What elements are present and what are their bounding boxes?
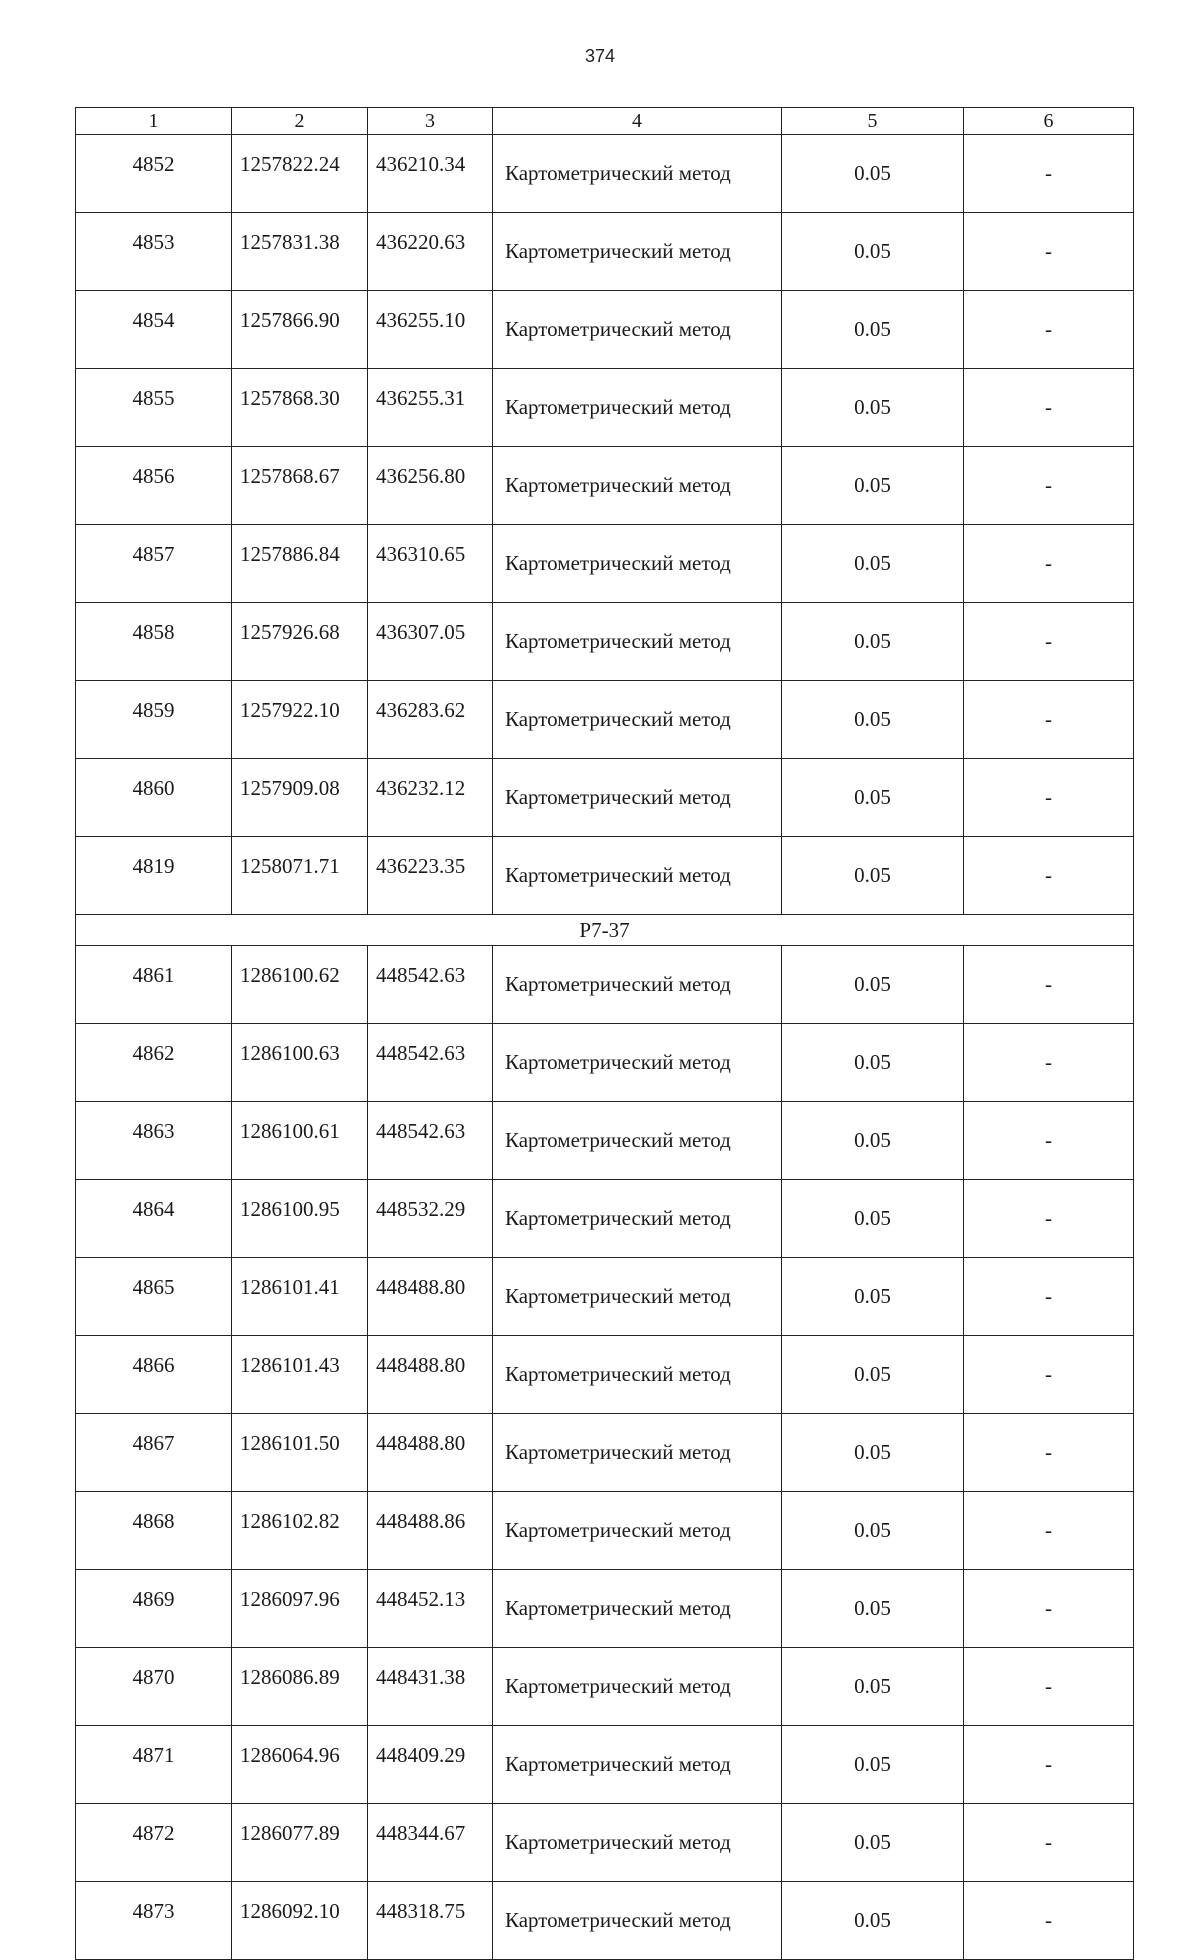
error-cell: 0.05 [782, 759, 964, 837]
point-number-cell: 4873 [76, 1882, 232, 1960]
x-coordinate-cell: 1286100.95 [232, 1180, 368, 1258]
table-row [76, 1414, 1134, 1492]
error-cell: 0.05 [782, 1180, 964, 1258]
point-number-cell: 4871 [76, 1726, 232, 1804]
table-row [76, 1570, 1134, 1648]
y-coordinate-cell: 448542.63 [368, 1024, 493, 1102]
method-cell: Картометрический метод [493, 1726, 782, 1804]
x-coordinate-cell: 1258071.71 [232, 837, 368, 915]
y-coordinate-cell: 448318.75 [368, 1882, 493, 1960]
method-cell: Картометрический метод [493, 369, 782, 447]
error-cell: 0.05 [782, 1024, 964, 1102]
table-row [76, 681, 1134, 759]
method-cell: Картометрический метод [493, 447, 782, 525]
y-coordinate-cell: 436255.31 [368, 369, 493, 447]
table-row [76, 447, 1134, 525]
note-cell: - [964, 135, 1134, 213]
point-number-cell: 4852 [76, 135, 232, 213]
y-coordinate-cell: 448488.80 [368, 1336, 493, 1414]
note-cell: - [964, 1570, 1134, 1648]
x-coordinate-cell: 1257868.67 [232, 447, 368, 525]
table-body [76, 108, 1134, 1960]
table-row [76, 759, 1134, 837]
point-number-cell: 4860 [76, 759, 232, 837]
error-cell: 0.05 [782, 1336, 964, 1414]
y-coordinate-cell: 448431.38 [368, 1648, 493, 1726]
method-cell: Картометрический метод [493, 291, 782, 369]
method-cell: Картометрический метод [493, 1570, 782, 1648]
table-row [76, 1180, 1134, 1258]
y-coordinate-cell: 436256.80 [368, 447, 493, 525]
note-cell: - [964, 1414, 1134, 1492]
error-cell: 0.05 [782, 1648, 964, 1726]
table-row [76, 1804, 1134, 1882]
point-number-cell: 4854 [76, 291, 232, 369]
note-cell: - [964, 1726, 1134, 1804]
method-cell: Картометрический метод [493, 1804, 782, 1882]
point-number-cell: 4853 [76, 213, 232, 291]
point-number-cell: 4859 [76, 681, 232, 759]
error-cell: 0.05 [782, 369, 964, 447]
column-header-row [76, 108, 1134, 135]
error-cell: 0.05 [782, 525, 964, 603]
point-number-cell: 4855 [76, 369, 232, 447]
table-row [76, 837, 1134, 915]
error-cell: 0.05 [782, 946, 964, 1024]
table-row [76, 213, 1134, 291]
note-cell: - [964, 759, 1134, 837]
error-cell: 0.05 [782, 1414, 964, 1492]
error-cell: 0.05 [782, 1102, 964, 1180]
error-cell: 0.05 [782, 603, 964, 681]
method-cell: Картометрический метод [493, 1102, 782, 1180]
note-cell: - [964, 1882, 1134, 1960]
point-number-cell: 4857 [76, 525, 232, 603]
y-coordinate-cell: 436310.65 [368, 525, 493, 603]
method-cell: Картометрический метод [493, 525, 782, 603]
error-cell: 0.05 [782, 135, 964, 213]
y-coordinate-cell: 448409.29 [368, 1726, 493, 1804]
column-header: 3 [368, 108, 493, 135]
x-coordinate-cell: 1286100.61 [232, 1102, 368, 1180]
y-coordinate-cell: 448488.80 [368, 1414, 493, 1492]
point-number-cell: 4865 [76, 1258, 232, 1336]
y-coordinate-cell: 448532.29 [368, 1180, 493, 1258]
point-number-cell: 4858 [76, 603, 232, 681]
error-cell: 0.05 [782, 1258, 964, 1336]
x-coordinate-cell: 1257909.08 [232, 759, 368, 837]
y-coordinate-cell: 448488.80 [368, 1258, 493, 1336]
note-cell: - [964, 447, 1134, 525]
note-cell: - [964, 1804, 1134, 1882]
x-coordinate-cell: 1286101.50 [232, 1414, 368, 1492]
x-coordinate-cell: 1286100.62 [232, 946, 368, 1024]
x-coordinate-cell: 1286064.96 [232, 1726, 368, 1804]
error-cell: 0.05 [782, 213, 964, 291]
x-coordinate-cell: 1286101.43 [232, 1336, 368, 1414]
method-cell: Картометрический метод [493, 1414, 782, 1492]
point-number-cell: 4872 [76, 1804, 232, 1882]
note-cell: - [964, 1648, 1134, 1726]
note-cell: - [964, 1492, 1134, 1570]
method-cell: Картометрический метод [493, 946, 782, 1024]
note-cell: - [964, 369, 1134, 447]
method-cell: Картометрический метод [493, 759, 782, 837]
point-number-cell: 4867 [76, 1414, 232, 1492]
point-number-cell: 4869 [76, 1570, 232, 1648]
error-cell: 0.05 [782, 291, 964, 369]
method-cell: Картометрический метод [493, 1648, 782, 1726]
table-row [76, 135, 1134, 213]
method-cell: Картометрический метод [493, 1258, 782, 1336]
note-cell: - [964, 1024, 1134, 1102]
table-row [76, 1492, 1134, 1570]
table-row [76, 1024, 1134, 1102]
y-coordinate-cell: 448488.86 [368, 1492, 493, 1570]
x-coordinate-cell: 1286102.82 [232, 1492, 368, 1570]
error-cell: 0.05 [782, 1726, 964, 1804]
y-coordinate-cell: 436210.34 [368, 135, 493, 213]
error-cell: 0.05 [782, 1492, 964, 1570]
table-row [76, 369, 1134, 447]
point-number-cell: 4863 [76, 1102, 232, 1180]
error-cell: 0.05 [782, 837, 964, 915]
method-cell: Картометрический метод [493, 135, 782, 213]
x-coordinate-cell: 1286086.89 [232, 1648, 368, 1726]
x-coordinate-cell: 1257866.90 [232, 291, 368, 369]
x-coordinate-cell: 1286077.89 [232, 1804, 368, 1882]
note-cell: - [964, 946, 1134, 1024]
x-coordinate-cell: 1286092.10 [232, 1882, 368, 1960]
table-row [76, 946, 1134, 1024]
method-cell: Картометрический метод [493, 1336, 782, 1414]
x-coordinate-cell: 1257868.30 [232, 369, 368, 447]
error-cell: 0.05 [782, 681, 964, 759]
method-cell: Картометрический метод [493, 837, 782, 915]
x-coordinate-cell: 1286100.63 [232, 1024, 368, 1102]
error-cell: 0.05 [782, 1804, 964, 1882]
table-row [76, 291, 1134, 369]
note-cell: - [964, 1180, 1134, 1258]
note-cell: - [964, 525, 1134, 603]
table-row [76, 1258, 1134, 1336]
table-row [76, 603, 1134, 681]
y-coordinate-cell: 448452.13 [368, 1570, 493, 1648]
table-row [76, 1336, 1134, 1414]
y-coordinate-cell: 436307.05 [368, 603, 493, 681]
table-row [76, 1726, 1134, 1804]
y-coordinate-cell: 448344.67 [368, 1804, 493, 1882]
x-coordinate-cell: 1286101.41 [232, 1258, 368, 1336]
page-number: 374 [584, 46, 616, 66]
method-cell: Картометрический метод [493, 1492, 782, 1570]
table-row [76, 1882, 1134, 1960]
section-row [76, 915, 1134, 946]
error-cell: 0.05 [782, 1882, 964, 1960]
column-header: 1 [76, 108, 232, 135]
point-number-cell: 4864 [76, 1180, 232, 1258]
point-number-cell: 4856 [76, 447, 232, 525]
point-number-cell: 4819 [76, 837, 232, 915]
method-cell: Картометрический метод [493, 213, 782, 291]
note-cell: - [964, 837, 1134, 915]
x-coordinate-cell: 1286097.96 [232, 1570, 368, 1648]
table-row [76, 1102, 1134, 1180]
table-row [76, 1648, 1134, 1726]
y-coordinate-cell: 436220.63 [368, 213, 493, 291]
point-number-cell: 4866 [76, 1336, 232, 1414]
column-header: 2 [232, 108, 368, 135]
x-coordinate-cell: 1257886.84 [232, 525, 368, 603]
method-cell: Картометрический метод [493, 603, 782, 681]
method-cell: Картометрический метод [493, 681, 782, 759]
point-number-cell: 4870 [76, 1648, 232, 1726]
error-cell: 0.05 [782, 447, 964, 525]
y-coordinate-cell: 448542.63 [368, 1102, 493, 1180]
y-coordinate-cell: 436255.10 [368, 291, 493, 369]
point-number-cell: 4861 [76, 946, 232, 1024]
point-number-cell: 4868 [76, 1492, 232, 1570]
note-cell: - [964, 213, 1134, 291]
note-cell: - [964, 291, 1134, 369]
coordinates-table [75, 107, 1134, 1960]
note-cell: - [964, 1258, 1134, 1336]
point-number-cell: 4862 [76, 1024, 232, 1102]
x-coordinate-cell: 1257822.24 [232, 135, 368, 213]
method-cell: Картометрический метод [493, 1882, 782, 1960]
section-label: Р7-37 [76, 915, 1134, 946]
column-header: 4 [493, 108, 782, 135]
x-coordinate-cell: 1257926.68 [232, 603, 368, 681]
x-coordinate-cell: 1257831.38 [232, 213, 368, 291]
y-coordinate-cell: 436232.12 [368, 759, 493, 837]
table-row [76, 525, 1134, 603]
note-cell: - [964, 1336, 1134, 1414]
y-coordinate-cell: 436223.35 [368, 837, 493, 915]
y-coordinate-cell: 448542.63 [368, 946, 493, 1024]
method-cell: Картометрический метод [493, 1024, 782, 1102]
x-coordinate-cell: 1257922.10 [232, 681, 368, 759]
error-cell: 0.05 [782, 1570, 964, 1648]
note-cell: - [964, 603, 1134, 681]
note-cell: - [964, 1102, 1134, 1180]
column-header: 5 [782, 108, 964, 135]
method-cell: Картометрический метод [493, 1180, 782, 1258]
note-cell: - [964, 681, 1134, 759]
column-header: 6 [964, 108, 1134, 135]
y-coordinate-cell: 436283.62 [368, 681, 493, 759]
